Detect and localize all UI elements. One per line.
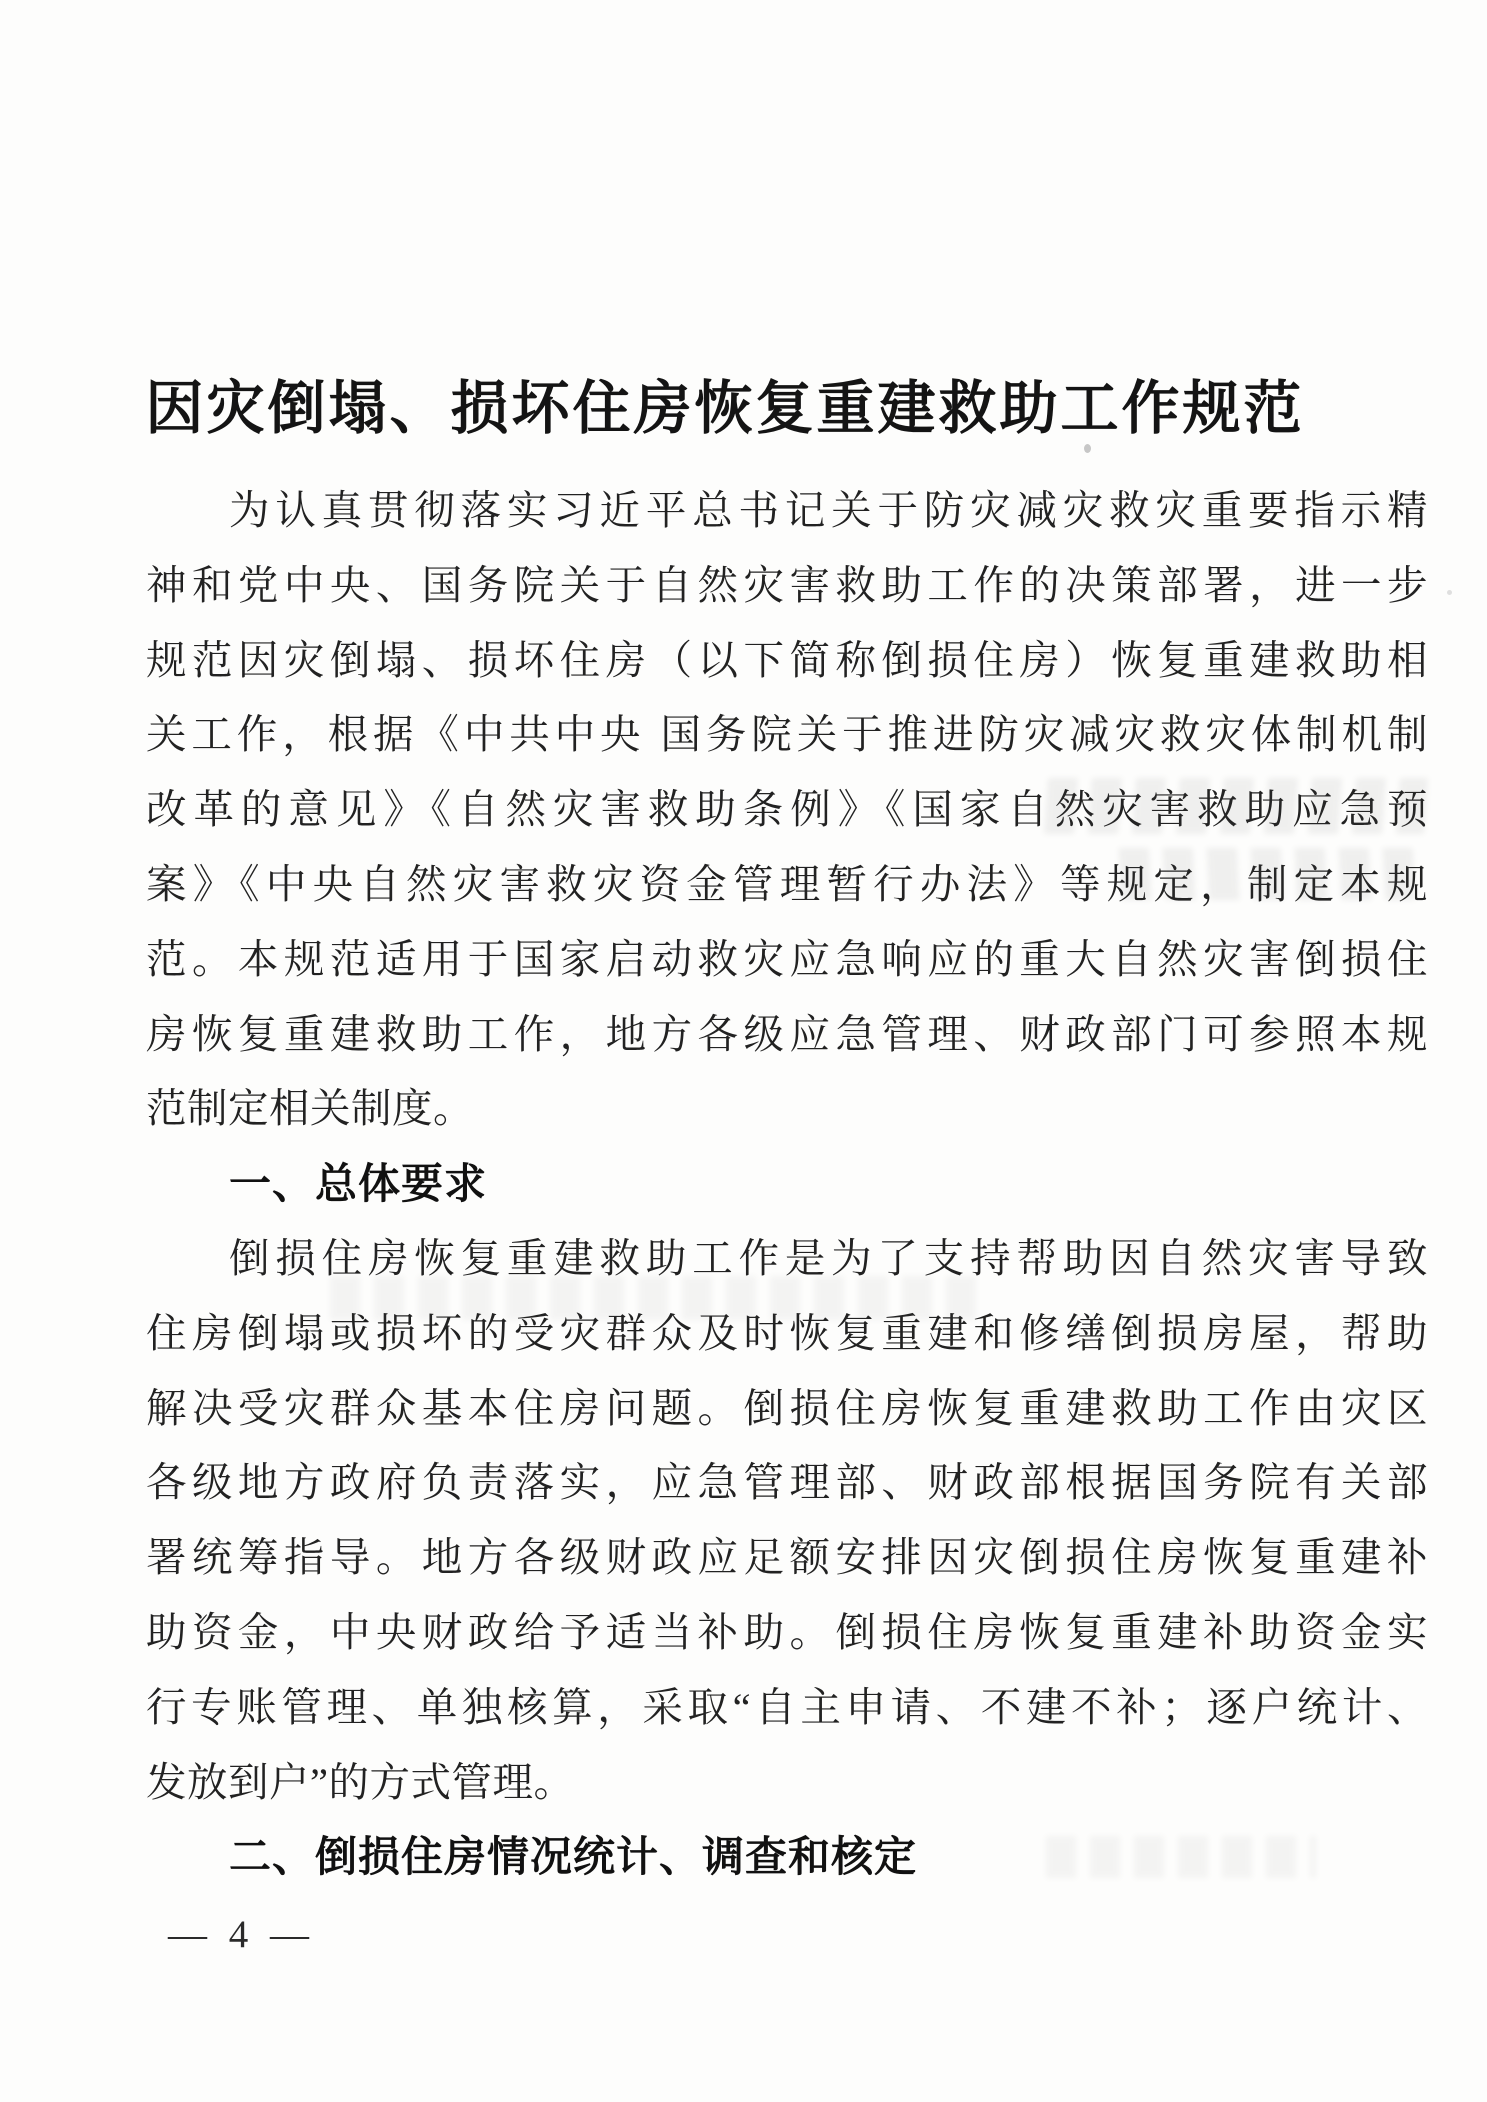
paragraph-line: 助资金，中央财政给予适当补助。倒损住房恢复重建补助资金实 <box>146 1609 1428 1655</box>
paragraph-line: 范。本规范适用于国家启动救灾应急响应的重大自然灾害倒损住 <box>146 936 1428 982</box>
paragraph-line: 住房倒塌或损坏的受灾群众及时恢复重建和修缮倒损房屋，帮助 <box>146 1310 1428 1356</box>
document-body <box>146 474 1428 1895</box>
section-heading-1: 一、总体要求 <box>229 1160 488 1208</box>
paragraph-line: 为认真贯彻落实习近平总书记关于防灾减灾救灾重要指示精 <box>229 488 1428 533</box>
paragraph-line: 署统筹指导。地方各级财政应足额安排因灾倒损住房恢复重建补 <box>146 1535 1428 1581</box>
paragraph-line: 范制定相关制度。 <box>146 1086 474 1132</box>
scan-noise-speck <box>1447 590 1452 595</box>
paragraph-line: 规范因灾倒塌、损坏住房（以下简称倒损住房）恢复重建救助相 <box>146 637 1428 683</box>
paragraph-line: 各级地方政府负责落实，应急管理部、财政部根据国务院有关部 <box>146 1460 1428 1506</box>
page-number: — 4 — <box>168 1913 315 1956</box>
paragraph-line: 发放到户”的方式管理。 <box>146 1759 575 1805</box>
section-heading-2: 二、倒损住房情况统计、调查和核定 <box>229 1833 918 1881</box>
paragraph-line: 行专账管理、单独核算，采取“自主申请、不建不补；逐户统计、 <box>146 1684 1428 1730</box>
paragraph-line: 倒损住房恢复重建救助工作是为了支持帮助因自然灾害导致 <box>229 1235 1428 1281</box>
paragraph-line: 房恢复重建救助工作，地方各级应急管理、财政部门可参照本规 <box>146 1011 1428 1057</box>
paragraph-line: 神和党中央、国务院关于自然灾害救助工作的决策部署，进一步 <box>146 562 1428 608</box>
paragraph-line: 案》《中央自然灾害救灾资金管理暂行办法》等规定，制定本规 <box>146 861 1428 907</box>
document-title: 因灾倒塌、损坏住房恢复重建救助工作规范 <box>145 375 1305 441</box>
scan-noise-speck <box>1084 444 1091 453</box>
paragraph-line: 改革的意见》《自然灾害救助条例》《国家自然灾害救助应急预 <box>146 787 1428 833</box>
paragraph-line: 关工作，根据《中共中央 国务院关于推进防灾减灾救灾体制机制 <box>146 712 1428 758</box>
paragraph-line: 解决受灾群众基本住房问题。倒损住房恢复重建救助工作由灾区 <box>146 1385 1428 1431</box>
